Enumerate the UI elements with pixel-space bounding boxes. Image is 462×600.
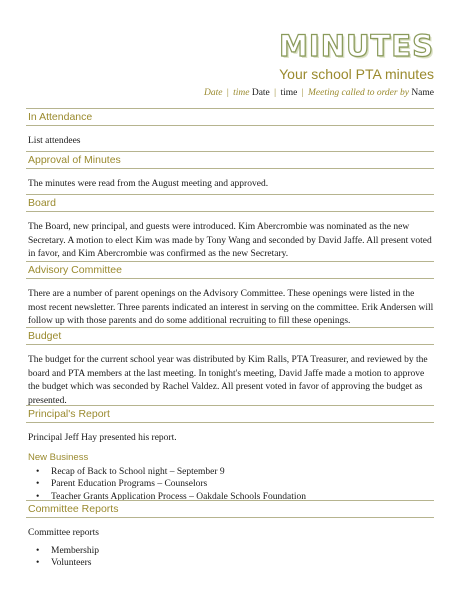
title-block <box>279 30 434 82</box>
new-business-heading: New Business <box>28 451 89 463</box>
section-attendance <box>26 108 434 149</box>
section-heading: Approval of Minutes <box>26 151 434 169</box>
separator: | <box>271 88 279 98</box>
section-body: The budget for the current school year was distributed by Kim Ralls, PTA Treasurer, and reviewed by the board and PTA members at the last meeting. In tonight's meeting, David Jaffe made a motion to approve the budget which was seconded by Rachel Valdez. All present voted in favor of approving the budget as presented. <box>28 355 428 406</box>
section-heading: Board <box>26 194 434 212</box>
committee-list <box>26 545 434 570</box>
list-item: • Teacher Grants Application Process – Oakdale Schools Foundation <box>51 491 434 504</box>
section-body: The minutes were read from the August meeting and approved. <box>28 179 269 189</box>
meeting-meta <box>204 88 434 98</box>
date-value: Date <box>251 88 270 98</box>
section-advisory <box>26 261 434 329</box>
page-subtitle: Your school PTA minutes <box>279 66 434 82</box>
separator: | <box>299 88 306 98</box>
section-heading: Budget <box>26 327 434 345</box>
section-board <box>26 194 434 262</box>
section-heading: In Attendance <box>26 108 434 126</box>
called-label: Meeting called to order by <box>307 88 409 98</box>
list-item: • Recap of Back to School night – September 9 <box>51 466 434 479</box>
separator: | <box>224 88 232 98</box>
time-label: time <box>233 88 250 98</box>
section-principal <box>26 405 434 503</box>
section-body: List attendees <box>28 136 81 146</box>
list-item: • Volunteers <box>51 557 434 570</box>
section-committee <box>26 500 434 570</box>
list-item: • Parent Education Programs – Counselors <box>51 478 434 491</box>
section-heading: Advisory Committee <box>26 261 434 279</box>
section-body: The Board, new principal, and guests were introduced. Kim Abercrombie was nominated as the new Secretary. A motion to elect Kim was made by Tony Wang and seconded by David Jaffe. All present voted in favor, and Kim Abercrombie was confirmed as the new Secretary. <box>28 222 432 259</box>
section-budget <box>26 327 434 408</box>
list-item: • Membership <box>51 545 434 558</box>
new-business-list <box>26 466 434 504</box>
time-value: time <box>280 88 298 98</box>
page-title: MINUTES <box>279 29 434 63</box>
section-body: Committee reports <box>28 528 99 538</box>
section-body: Principal Jeff Hay presented his report. <box>28 433 177 443</box>
section-heading: Principal's Report <box>26 405 434 423</box>
section-approval <box>26 151 434 192</box>
section-body: There are a number of parent openings on the Advisory Committee. These openings were listed in the most recent newsletter. Three parents indicated an interest in serving on the committee. Erik Andersen will follow up with those parents and do some additional recruiting to fill these openings. <box>28 289 434 326</box>
date-label: Date <box>203 88 223 98</box>
section-heading: Committee Reports <box>26 500 434 518</box>
called-value: Name <box>411 88 434 98</box>
